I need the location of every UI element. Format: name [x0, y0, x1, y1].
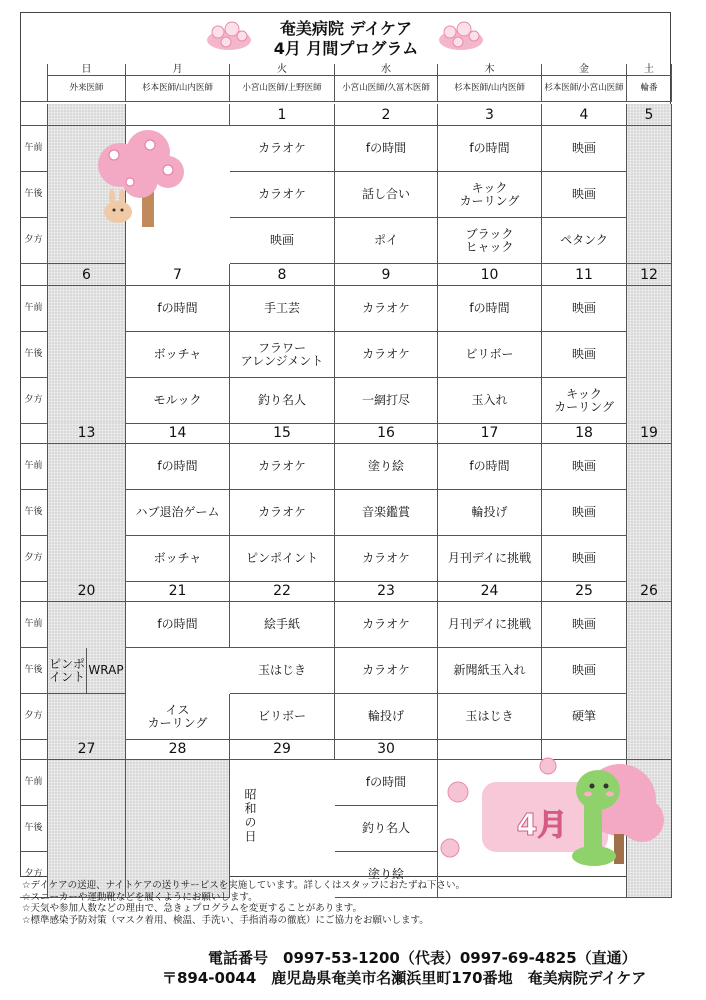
date-cell: 2: [335, 104, 438, 126]
program-cell: ボッチャ: [126, 536, 230, 582]
weekday-header: 木: [438, 64, 542, 76]
program-cell: カラオケ: [335, 648, 438, 694]
weekday-header: 火: [230, 64, 335, 76]
program-cell: 映画: [542, 648, 627, 694]
program-cell: fの時間: [335, 126, 438, 172]
corner-cell: [20, 64, 48, 102]
date-cell: 27: [48, 738, 126, 760]
program-cell: カラオケ: [335, 536, 438, 582]
slot-blank: [20, 422, 48, 444]
address-line: 〒894-0044 鹿児島県奄美市名瀬浜里町170番地 奄美病院デイケア: [162, 969, 647, 987]
date-cell: 14: [126, 422, 230, 444]
program-cell: 映画: [542, 332, 627, 378]
closed-day-cell: [627, 602, 672, 740]
date-cell: 12: [627, 264, 672, 286]
program-cell: fの時間: [126, 286, 230, 332]
program-cell: 玉はじき: [438, 694, 542, 740]
date-cell: 30: [335, 738, 438, 760]
slot-label: 夕方: [20, 218, 48, 264]
program-cell: 月刊デイに挑戦: [438, 602, 542, 648]
program-cell: WRAP: [87, 648, 126, 694]
slot-label: 午前: [20, 444, 48, 490]
slot-blank: [20, 264, 48, 286]
program-cell: ポイ: [335, 218, 438, 264]
doctor-header: 輪番: [627, 76, 672, 102]
program-cell: 釣り名人: [335, 806, 438, 852]
month-badge: [512, 802, 572, 842]
date-cell: [48, 104, 126, 126]
notes-block: [22, 880, 670, 926]
program-cell: 硬筆: [542, 694, 627, 740]
program-cell: ピンポ イント: [48, 648, 87, 694]
program-cell: カラオケ: [335, 602, 438, 648]
date-cell: [126, 104, 230, 126]
month-badge-label: 4月: [516, 808, 568, 843]
program-cell: ハブ退治ゲーム: [126, 490, 230, 536]
doctor-header: 杉本医師/山内医師: [438, 76, 542, 102]
date-cell: 22: [230, 580, 335, 602]
program-cell: 映画: [542, 444, 627, 490]
program-cell: カラオケ: [230, 126, 335, 172]
slot-label: 午前: [20, 126, 48, 172]
program-cell: イス カーリング: [126, 694, 230, 740]
date-cell: 4: [542, 104, 627, 126]
date-cell: 16: [335, 422, 438, 444]
program-cell: 塗り絵: [335, 852, 438, 898]
note-line: ☆スニーカーや運動靴などを履くようにお願いします。: [22, 891, 258, 903]
slot-label: 午後: [20, 172, 48, 218]
date-cell: 24: [438, 580, 542, 602]
closed-day-cell: [627, 286, 672, 424]
date-cell: 15: [230, 422, 335, 444]
date-cell: 20: [48, 580, 126, 602]
date-cell: 7: [126, 264, 230, 286]
program-cell: fの時間: [438, 286, 542, 332]
slot-blank: [20, 104, 48, 126]
program-cell: 一網打尽: [335, 378, 438, 424]
program-cell: カラオケ: [335, 286, 438, 332]
closed-day-cell: [48, 286, 126, 424]
weekday-header: 金: [542, 64, 627, 76]
date-cell: 26: [627, 580, 672, 602]
page-title-line2: 4月 月間プログラム: [273, 39, 419, 58]
note-line: ☆デイケアの送迎、ナイトケアの送りサービスを実施しています。詳しくはスタッフにおたずね下さい。: [22, 880, 466, 891]
slot-label: 夕方: [20, 378, 48, 424]
program-cell: ビリボー: [438, 332, 542, 378]
page-title-line1: 奄美病院 デイケア: [279, 19, 413, 38]
program-cell: カラオケ: [230, 444, 335, 490]
closed-day-cell: [48, 444, 126, 582]
doctor-header: 小宮山医師/上野医師: [230, 76, 335, 102]
program-cell: 映画: [542, 490, 627, 536]
program-cell: 映画: [542, 286, 627, 332]
sakura-left-icon: [204, 18, 254, 54]
program-cell: 玉入れ: [438, 378, 542, 424]
date-cell: 13: [48, 422, 126, 444]
weekday-header: 水: [335, 64, 438, 76]
slot-label: 夕方: [20, 536, 48, 582]
holiday-cell: [126, 760, 230, 898]
program-cell: 月刊デイに挑戦: [438, 536, 542, 582]
program-cell: fの時間: [335, 760, 438, 806]
date-cell: 5: [627, 104, 672, 126]
date-cell: 18: [542, 422, 627, 444]
slot-label: 夕方: [20, 852, 48, 898]
weekday-header: 日: [48, 64, 126, 76]
program-cell: 手工芸: [230, 286, 335, 332]
program-sheet: [20, 12, 672, 990]
slot-label: 午前: [20, 602, 48, 648]
note-line: ☆天気や参加人数などの理由で、急きょプログラムを変更することがあります。: [22, 903, 362, 914]
program-cell: 玉はじき: [230, 648, 335, 694]
slot-label: 午後: [20, 490, 48, 536]
slot-label: 午前: [20, 760, 48, 806]
program-cell: キック カーリング: [542, 378, 627, 424]
program-cell: fの時間: [126, 444, 230, 490]
doctor-header: 杉本医師/小宮山医師: [542, 76, 627, 102]
slot-label: 午後: [20, 648, 48, 694]
slot-label: 夕方: [20, 694, 48, 740]
doctor-header: 杉本医師/山内医師: [126, 76, 230, 102]
program-cell: ボッチャ: [126, 332, 230, 378]
program-cell: ブラック ヒャック: [438, 218, 542, 264]
weekday-header: 土: [627, 64, 672, 76]
program-cell: キック カーリング: [438, 172, 542, 218]
date-cell: 29: [230, 738, 335, 760]
program-cell: 映画: [542, 172, 627, 218]
program-cell: 釣り名人: [230, 378, 335, 424]
sakura-right-icon: [436, 18, 486, 54]
program-cell: 塗り絵: [335, 444, 438, 490]
date-cell: 23: [335, 580, 438, 602]
program-cell: ピンポイント: [230, 536, 335, 582]
doctor-header: 外来医師: [48, 76, 126, 102]
date-cell: 28: [126, 738, 230, 760]
date-cell: 1: [230, 104, 335, 126]
date-cell: 9: [335, 264, 438, 286]
program-cell: カラオケ: [335, 332, 438, 378]
program-cell: 映画: [542, 536, 627, 582]
program-cell: 音楽鑑賞: [335, 490, 438, 536]
program-cell: 輪投げ: [438, 490, 542, 536]
program-cell: 話し合い: [335, 172, 438, 218]
program-cell: fの時間: [438, 444, 542, 490]
phone-line: 電話番号 0997-53-1200（代表）0997-69-4825（直通）: [208, 949, 637, 967]
program-cell: 映画: [230, 218, 335, 264]
program-cell: カラオケ: [230, 172, 335, 218]
closed-day-cell: [48, 760, 126, 898]
date-cell: 6: [48, 264, 126, 286]
slot-label: 午後: [20, 332, 48, 378]
program-cell: 映画: [542, 126, 627, 172]
date-cell: 17: [438, 422, 542, 444]
date-cell: 10: [438, 264, 542, 286]
note-line: ☆標準感染予防対策（マスク着用、検温、手洗い、手指消毒の徹底）にご協力をお願いします。: [22, 914, 429, 926]
slot-blank: [20, 738, 48, 760]
program-cell: モルック: [126, 378, 230, 424]
slot-label: 午前: [20, 286, 48, 332]
program-cell: ペタンク: [542, 218, 627, 264]
date-cell: 8: [230, 264, 335, 286]
program-cell: 絵手紙: [230, 602, 335, 648]
program-cell: fの時間: [126, 602, 230, 648]
program-cell: fの時間: [438, 126, 542, 172]
slot-label: 午後: [20, 806, 48, 852]
closed-day-cell: [627, 444, 672, 582]
date-cell: 19: [627, 422, 672, 444]
closed-day-cell: [627, 126, 672, 264]
weekday-header: 月: [126, 64, 230, 76]
program-cell: 映画: [542, 602, 627, 648]
program-cell: 輪投げ: [335, 694, 438, 740]
slot-blank: [20, 580, 48, 602]
cherry-tree-icon: [90, 130, 186, 230]
date-cell: 3: [438, 104, 542, 126]
program-cell: 新聞紙玉入れ: [438, 648, 542, 694]
date-cell: 11: [542, 264, 627, 286]
program-cell: フラワー アレンジメント: [230, 332, 335, 378]
program-cell: カラオケ: [230, 490, 335, 536]
doctor-header: 小宮山医師/久冨木医師: [335, 76, 438, 102]
program-cell: ビリボー: [230, 694, 335, 740]
holiday-label: 昭和の日: [243, 788, 257, 844]
date-cell: 21: [126, 580, 230, 602]
date-cell: 25: [542, 580, 627, 602]
